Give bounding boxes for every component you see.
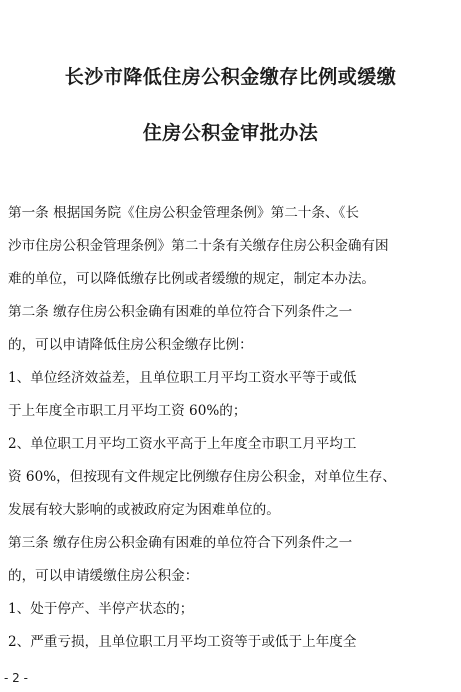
body-line: 发展有较大影响的或被政府定为困难单位的。 xyxy=(8,502,280,518)
body-line: 于上年度全市职工月平均工资 60%的； xyxy=(8,403,247,419)
body-line: 第三条 缴存住房公积金确有困难的单位符合下列条件之一 xyxy=(8,535,353,551)
body-line: 2、单位职工月平均工资水平高于上年度全市职工月平均工 xyxy=(8,436,357,452)
document-title-line-2: 住房公积金审批办法 xyxy=(142,122,319,144)
body-line: 难的单位，可以降低缴存比例或者缓缴的规定，制定本办法。 xyxy=(8,271,376,287)
body-line: 1、处于停产、半停产状态的； xyxy=(8,601,194,617)
body-line: 的，可以申请降低住房公积金缴存比例： xyxy=(8,337,253,353)
body-line: 1、单位经济效益差，且单位职工月平均工资水平等于或低 xyxy=(8,370,357,386)
body-line: 的，可以申请缓缴住房公积金： xyxy=(8,568,199,584)
page-number: - 2 - xyxy=(4,671,28,685)
body-line: 2、严重亏损，且单位职工月平均工资等于或低于上年度全 xyxy=(8,634,357,650)
body-line: 沙市住房公积金管理条例》第二十条有关缴存住房公积金确有困 xyxy=(8,238,389,254)
document-title-line-1: 长沙市降低住房公积金缴存比例或缓缴 xyxy=(64,66,397,88)
body-line: 资 60%，但按现有文件规定比例缴存住房公积金，对单位生存、 xyxy=(8,469,396,485)
body-line: 第二条 缴存住房公积金确有困难的单位符合下列条件之一 xyxy=(8,304,353,320)
body-line: 第一条 根据国务院《住房公积金管理条例》第二十条、《长 xyxy=(8,205,359,221)
